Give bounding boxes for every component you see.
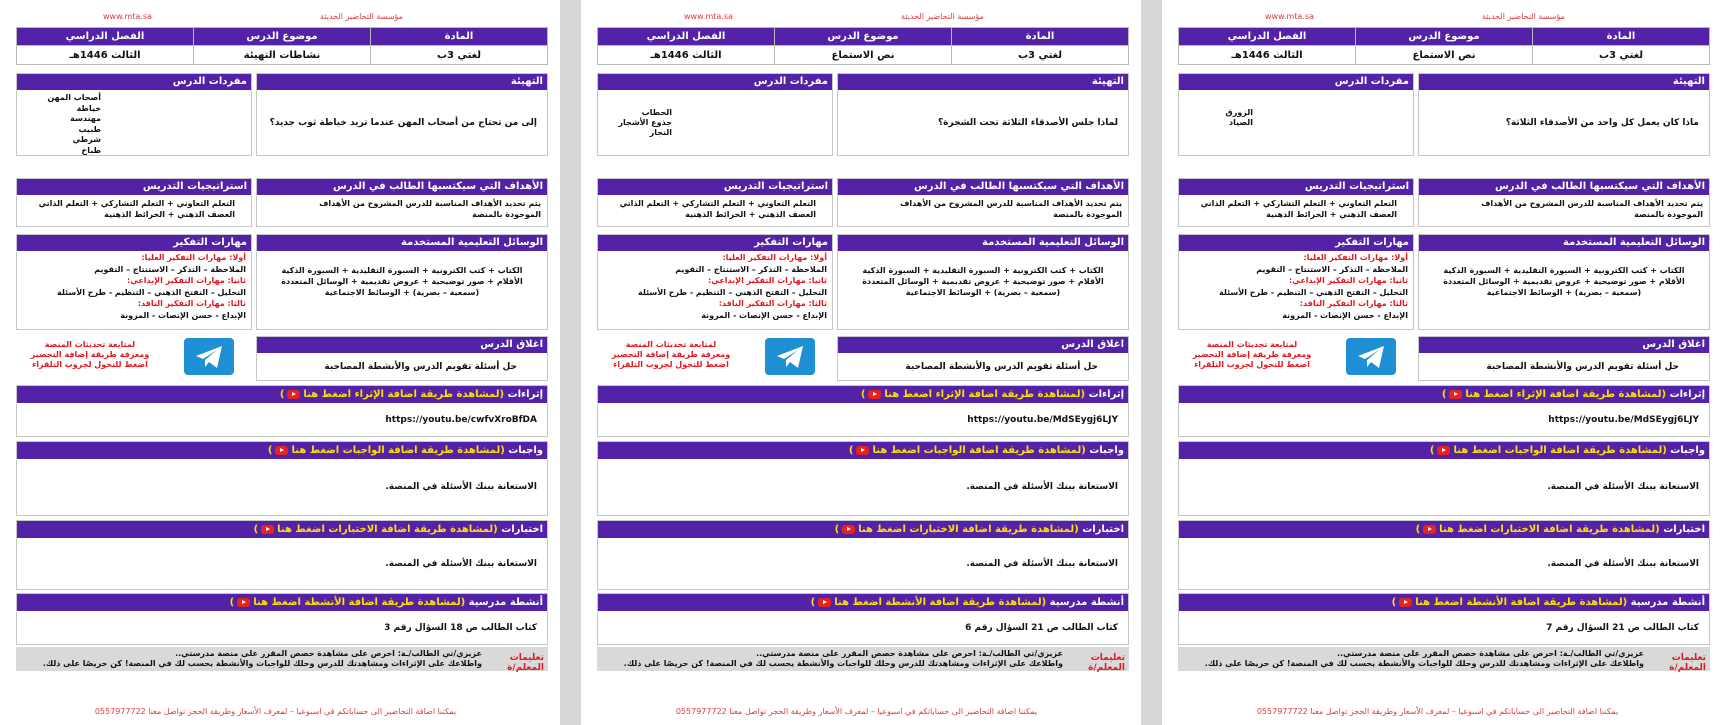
youtube-icon: [237, 598, 250, 607]
strategies-section-title: استراتيجيات التدريس: [598, 179, 832, 195]
enrichment-section-title: إثراءات: [507, 389, 543, 400]
strategies-section: [597, 178, 833, 227]
enrichment-section-title: إثراءات: [1088, 389, 1124, 400]
youtube-icon: [1449, 390, 1462, 399]
activities-section-body: كتاب الطالب ص 21 السؤال رقم 6: [965, 622, 1118, 633]
homework-section-body: الاستعانة ببنك الأسئلة في المنصة.: [1547, 482, 1699, 492]
tests-section-body: الاستعانة ببنك الأسئلة في المنصة.: [966, 558, 1118, 569]
thinking-heading-2: ثانيا: مهارات التفكير الإبداعي:: [708, 276, 827, 285]
enrichment-section-body[interactable]: https://youtu.be/MdSEygj6LJY: [967, 414, 1118, 425]
telegram-promo-text[interactable]: لمتابعة تحديثات المنصة ومعرفة طريقة إضافة التحضير اضغط للتحول لجروب التلقراء: [1192, 340, 1312, 369]
org-name: مؤسسة التحاضير الحديثة: [1482, 12, 1565, 21]
lesson-plan-page: [0, 0, 551, 725]
term-header: الفصل الدراسي: [1179, 28, 1356, 46]
subject-value: لغتي 3ب: [952, 46, 1129, 65]
homework-section-title: واجبات: [508, 445, 543, 456]
subject-header: المادة: [952, 28, 1129, 46]
topic-header: موضوع الدرس: [1356, 28, 1533, 46]
tests-section-body: الاستعانة ببنك الأسئلة في المنصة.: [1547, 558, 1699, 569]
telegram-promo-text[interactable]: لمتابعة تحديثات المنصة ومعرفة طريقة إضافة التحضير اضغط للتحول لجروب التلقراء: [30, 340, 150, 369]
warmup-section-title: التهيئة: [1419, 74, 1709, 90]
homework-section: [1178, 441, 1710, 516]
teacher-notes-body: عزيزي/تي الطالب/ـة: احرص على مشاهدة حصص المقرر على منصة مدرستي.. واطلاعك على الإثراءات ومشاهدتك للدرس وحلك للواجبات والأنشطة يحسب لك في المنصة! كن حريصًا على ذلك.: [623, 649, 1063, 668]
thinking-line-1: الملاحظة – التذكر – الاستنتاج – التقويم: [94, 264, 246, 274]
objectives-section-title: الأهداف التي سيكتسبها الطالب في الدرس: [257, 179, 547, 195]
strategies-section: [1178, 178, 1414, 227]
youtube-icon: [1399, 598, 1412, 607]
warmup-section: [256, 73, 548, 156]
thinking-line-3: الإبداع - حسن الإنصات - المرونة: [120, 310, 246, 320]
enrichment-section: [1178, 385, 1710, 437]
thinking-heading-3: ثالثا: مهارات التفكير الناقد:: [1299, 299, 1408, 308]
thinking-title: مهارات التفكير: [1179, 235, 1413, 251]
subject-value: لغتي 3ب: [371, 46, 548, 65]
activities-section: [597, 593, 1129, 645]
closing-section-title: اغلاق الدرس: [838, 337, 1128, 353]
topic-header: موضوع الدرس: [194, 28, 371, 46]
website-link[interactable]: www.mta.sa: [1265, 12, 1314, 21]
subject-header: المادة: [1533, 28, 1710, 46]
lesson-plan-page: [1162, 0, 1713, 725]
homework-section-help-link[interactable]: (لمشاهدة طريقة اضافة الواجبات اضغط هنا): [848, 445, 1086, 456]
vocab-section-title: مفردات الدرس: [598, 74, 832, 90]
subject-header: المادة: [371, 28, 548, 46]
teacher-notes: [597, 647, 1129, 671]
activities-section-title: أنشطة مدرسية: [1630, 597, 1705, 608]
objectives-section-title: الأهداف التي سيكتسبها الطالب في الدرس: [838, 179, 1128, 195]
enrichment-section-title: إثراءات: [1669, 389, 1705, 400]
activities-section: [1178, 593, 1710, 645]
closing-section: [837, 336, 1129, 381]
enrichment-section-help-link[interactable]: (لمشاهدة طريقة اضافة الإثراء اضغط هنا): [1441, 389, 1667, 400]
topic-value: نص الاستماع: [775, 46, 952, 65]
vocab-list: أصحاب المهن خياطة مهندسة طبيب شرطي طباخ: [47, 93, 101, 155]
youtube-icon: [261, 525, 274, 534]
tests-section-help-link[interactable]: (لمشاهدة طريقة اضافة الاختبارات اضغط هنا): [834, 524, 1079, 535]
youtube-icon: [842, 525, 855, 534]
telegram-icon[interactable]: [1346, 338, 1396, 375]
teacher-notes-label: تعليمات المعلم/ة: [507, 653, 544, 673]
activities-section-body: كتاب الطالب ص 21 السؤال رقم 7: [1546, 622, 1699, 633]
page-gutter: [1141, 0, 1162, 725]
warmup-section-title: التهيئة: [257, 74, 547, 90]
term-value: الثالث 1446هـ: [1179, 46, 1356, 65]
teacher-notes: [16, 647, 548, 671]
activities-section-title: أنشطة مدرسية: [1049, 597, 1124, 608]
objectives-section: [837, 178, 1129, 227]
thinking-line-3: الإبداع - حسن الإنصات - المرونة: [701, 310, 827, 320]
closing-section: [1418, 336, 1710, 381]
closing-body: حل أسئلة تقويم الدرس والأنشطة المصاحبة: [324, 362, 517, 372]
objectives-body: يتم تحديد الأهداف المناسبة للدرس المشروح من الأهداف الموجودة بالمنصة: [1481, 199, 1703, 219]
topic-header: موضوع الدرس: [775, 28, 952, 46]
closing-section-title: اغلاق الدرس: [257, 337, 547, 353]
strategies-section-title: استراتيجيات التدريس: [1179, 179, 1413, 195]
strategies-body: التعلم التعاوني + التعلم التشاركي + التعلم الذاتي العصف الذهني + الخرائط الذهنية: [38, 199, 235, 219]
tools-section: [837, 234, 1129, 330]
telegram-promo-text[interactable]: لمتابعة تحديثات المنصة ومعرفة طريقة إضافة التحضير اضغط للتحول لجروب التلقراء: [611, 340, 731, 369]
footer-contact: يمكننا اضافة التحاضير الى حساباتكم في اسبوعيا – لمعرف الأسعار وطريقة الحجز تواصل معنا 0557977722: [94, 707, 457, 716]
warmup-section-title: التهيئة: [838, 74, 1128, 90]
vocab-list: الزورق الصياد: [1225, 108, 1253, 127]
telegram-icon[interactable]: [184, 338, 234, 375]
youtube-icon: [275, 446, 288, 455]
thinking-line-3: الإبداع - حسن الإنصات - المرونة: [1282, 310, 1408, 320]
term-header: الفصل الدراسي: [17, 28, 194, 46]
thinking-section: [597, 234, 833, 330]
warmup-section: [1418, 73, 1710, 156]
vocab-section-title: مفردات الدرس: [1179, 74, 1413, 90]
tests-section: [16, 520, 548, 590]
enrichment-section: [16, 385, 548, 437]
thinking-title: مهارات التفكير: [598, 235, 832, 251]
vocab-list: الحطاب جذوع الأشجار النجار: [618, 108, 672, 137]
activities-section-help-link[interactable]: (لمشاهدة طريقة اضافة الأنشطة اضغط هنا): [229, 597, 466, 608]
thinking-line-2: التحليل – التفتح الذهني – التنظيم - طرح الأسئلة: [638, 287, 827, 297]
warmup-body: إلى من تحتاج من أصحاب المهن عندما تريد خياطة ثوب جديد؟: [269, 118, 537, 128]
homework-section-help-link[interactable]: (لمشاهدة طريقة اضافة الواجبات اضغط هنا): [1429, 445, 1667, 456]
thinking-line-2: التحليل – التفتح الذهني – التنظيم - طرح الأسئلة: [57, 287, 246, 297]
enrichment-section-help-link[interactable]: (لمشاهدة طريقة اضافة الإثراء اضغط هنا): [279, 389, 505, 400]
vocab-section: [1178, 73, 1414, 156]
tests-section-help-link[interactable]: (لمشاهدة طريقة اضافة الاختبارات اضغط هنا): [1415, 524, 1660, 535]
teacher-notes-body: عزيزي/تي الطالب/ـة: احرص على مشاهدة حصص المقرر على منصة مدرستي.. واطلاعك على الإثراءات ومشاهدتك للدرس وحلك للواجبات والأنشطة يحسب لك في المنصة! كن حريصًا على ذلك.: [42, 649, 482, 668]
objectives-body: يتم تحديد الأهداف المناسبة للدرس المشروح من الأهداف الموجودة بالمنصة: [900, 199, 1122, 219]
tests-section-title: اختبارات: [1082, 524, 1124, 535]
tests-section-title: اختبارات: [501, 524, 543, 535]
footer-contact: يمكننا اضافة التحاضير الى حساباتكم في اسبوعيا – لمعرف الأسعار وطريقة الحجز تواصل معنا 0557977722: [675, 707, 1038, 716]
tools-body: الكتاب + كتب الكترونية + السبورة التقليدية + السبورة الذكية الأقلام + صور توضيحية + عروض تقديمية + الوسائل المتعددة (سمعية – بصرية) + الوسائط الاجتماعية: [1443, 266, 1685, 297]
subject-value: لغتي 3ب: [1533, 46, 1710, 65]
topic-value: نشاطات التهيئة: [194, 46, 371, 65]
youtube-icon: [1437, 446, 1450, 455]
tests-section: [1178, 520, 1710, 590]
activities-section-title: أنشطة مدرسية: [468, 597, 543, 608]
objectives-section: [1418, 178, 1710, 227]
strategies-section-title: استراتيجيات التدريس: [17, 179, 251, 195]
thinking-heading-1: أولا: مهارات التفكير العليا:: [722, 253, 827, 262]
tools-body: الكتاب + كتب الكترونية + السبورة التقليدية + السبورة الذكية الأقلام + صور توضيحية + عروض تقديمية + الوسائل المتعددة (سمعية – بصرية) + الوسائط الاجتماعية: [281, 266, 523, 297]
strategies-body: التعلم التعاوني + التعلم التشاركي + التعلم الذاتي العصف الذهني + الخرائط الذهنية: [1200, 199, 1397, 219]
thinking-title: مهارات التفكير: [17, 235, 251, 251]
youtube-icon: [1423, 525, 1436, 534]
org-name: مؤسسة التحاضير الحديثة: [901, 12, 984, 21]
tools-section-title: الوسائل التعليمية المستخدمة: [257, 235, 547, 251]
lesson-info-table: [16, 27, 548, 65]
term-value: الثالث 1446هـ: [598, 46, 775, 65]
tests-section: [597, 520, 1129, 590]
thinking-heading-2: ثانيا: مهارات التفكير الإبداعي:: [127, 276, 246, 285]
tools-section-title: الوسائل التعليمية المستخدمة: [838, 235, 1128, 251]
lesson-info-table: [1178, 27, 1710, 65]
activities-section: [16, 593, 548, 645]
strategies-body: التعلم التعاوني + التعلم التشاركي + التعلم الذاتي العصف الذهني + الخرائط الذهنية: [619, 199, 816, 219]
thinking-line-2: التحليل – التفتح الذهني – التنظيم - طرح الأسئلة: [1219, 287, 1408, 297]
activities-section-body: كتاب الطالب ص 18 السؤال رقم 3: [384, 622, 537, 633]
website-link[interactable]: www.mta.sa: [684, 12, 733, 21]
term-value: الثالث 1446هـ: [17, 46, 194, 65]
thinking-heading-3: ثالثا: مهارات التفكير الناقد:: [137, 299, 246, 308]
thinking-heading-3: ثالثا: مهارات التفكير الناقد:: [718, 299, 827, 308]
tests-section-help-link[interactable]: (لمشاهدة طريقة اضافة الاختبارات اضغط هنا): [253, 524, 498, 535]
tools-section: [1418, 234, 1710, 330]
tools-section: [256, 234, 548, 330]
enrichment-section-help-link[interactable]: (لمشاهدة طريقة اضافة الإثراء اضغط هنا): [860, 389, 1086, 400]
lesson-info-table: [597, 27, 1129, 65]
homework-section-title: واجبات: [1089, 445, 1124, 456]
thinking-section: [1178, 234, 1414, 330]
teacher-notes-label: تعليمات المعلم/ة: [1088, 653, 1125, 673]
telegram-icon[interactable]: [765, 338, 815, 375]
homework-section-title: واجبات: [1670, 445, 1705, 456]
strategies-section: [16, 178, 252, 227]
footer-contact: يمكننا اضافة التحاضير الى حساباتكم في اسبوعيا – لمعرف الأسعار وطريقة الحجز تواصل معنا 0557977722: [1256, 707, 1619, 716]
thinking-line-1: الملاحظة – التذكر – الاستنتاج – التقويم: [675, 264, 827, 274]
youtube-icon: [818, 598, 831, 607]
objectives-section-title: الأهداف التي سيكتسبها الطالب في الدرس: [1419, 179, 1709, 195]
tests-section-title: اختبارات: [1663, 524, 1705, 535]
closing-section: [256, 336, 548, 381]
teacher-notes: [1178, 647, 1710, 671]
topic-value: نص الاستماع: [1356, 46, 1533, 65]
homework-section-body: الاستعانة ببنك الأسئلة في المنصة.: [385, 482, 537, 492]
activities-section-help-link[interactable]: (لمشاهدة طريقة اضافة الأنشطة اضغط هنا): [810, 597, 1047, 608]
homework-section-help-link[interactable]: (لمشاهدة طريقة اضافة الواجبات اضغط هنا): [267, 445, 505, 456]
teacher-notes-body: عزيزي/تي الطالب/ـة: احرص على مشاهدة حصص المقرر على منصة مدرستي.. واطلاعك على الإثراءات ومشاهدتك للدرس وحلك للواجبات والأنشطة يحسب لك في المنصة! كن حريصًا على ذلك.: [1204, 649, 1644, 668]
homework-section: [16, 441, 548, 516]
thinking-heading-1: أولا: مهارات التفكير العليا:: [1303, 253, 1408, 262]
org-name: مؤسسة التحاضير الحديثة: [320, 12, 403, 21]
website-link[interactable]: www.mta.sa: [103, 12, 152, 21]
vocab-section: [16, 73, 252, 156]
closing-body: حل أسئلة تقويم الدرس والأنشطة المصاحبة: [905, 362, 1098, 372]
youtube-icon: [868, 390, 881, 399]
objectives-section: [256, 178, 548, 227]
tools-section-title: الوسائل التعليمية المستخدمة: [1419, 235, 1709, 251]
closing-body: حل أسئلة تقويم الدرس والأنشطة المصاحبة: [1486, 362, 1679, 372]
enrichment-section-body[interactable]: https://youtu.be/cwfvXroBfDA: [385, 414, 537, 425]
thinking-section: [16, 234, 252, 330]
thinking-line-1: الملاحظة – التذكر – الاستنتاج – التقويم: [1256, 264, 1408, 274]
enrichment-section: [597, 385, 1129, 437]
page-gutter: [560, 0, 581, 725]
vocab-section: [597, 73, 833, 156]
warmup-section: [837, 73, 1129, 156]
thinking-heading-2: ثانيا: مهارات التفكير الإبداعي:: [1289, 276, 1408, 285]
youtube-icon: [856, 446, 869, 455]
activities-section-help-link[interactable]: (لمشاهدة طريقة اضافة الأنشطة اضغط هنا): [1391, 597, 1628, 608]
homework-section-body: الاستعانة ببنك الأسئلة في المنصة.: [966, 482, 1118, 492]
enrichment-section-body[interactable]: https://youtu.be/MdSEygj6LJY: [1548, 414, 1699, 425]
objectives-body: يتم تحديد الأهداف المناسبة للدرس المشروح من الأهداف الموجودة بالمنصة: [319, 199, 541, 219]
closing-section-title: اغلاق الدرس: [1419, 337, 1709, 353]
warmup-body: لماذا جلس الأصدقاء الثلاثة تحت الشجرة؟: [937, 118, 1118, 128]
lesson-plan-page: [581, 0, 1132, 725]
tools-body: الكتاب + كتب الكترونية + السبورة التقليدية + السبورة الذكية الأقلام + صور توضيحية + عروض تقديمية + الوسائل المتعددة (سمعية – بصرية) + الوسائط الاجتماعية: [862, 266, 1104, 297]
teacher-notes-label: تعليمات المعلم/ة: [1669, 653, 1706, 673]
youtube-icon: [287, 390, 300, 399]
term-header: الفصل الدراسي: [598, 28, 775, 46]
thinking-heading-1: أولا: مهارات التفكير العليا:: [141, 253, 246, 262]
tests-section-body: الاستعانة ببنك الأسئلة في المنصة.: [385, 558, 537, 569]
homework-section: [597, 441, 1129, 516]
vocab-section-title: مفردات الدرس: [17, 74, 251, 90]
warmup-body: ماذا كان يعمل كل واحد من الأصدقاء الثلاثة؟: [1505, 118, 1699, 128]
